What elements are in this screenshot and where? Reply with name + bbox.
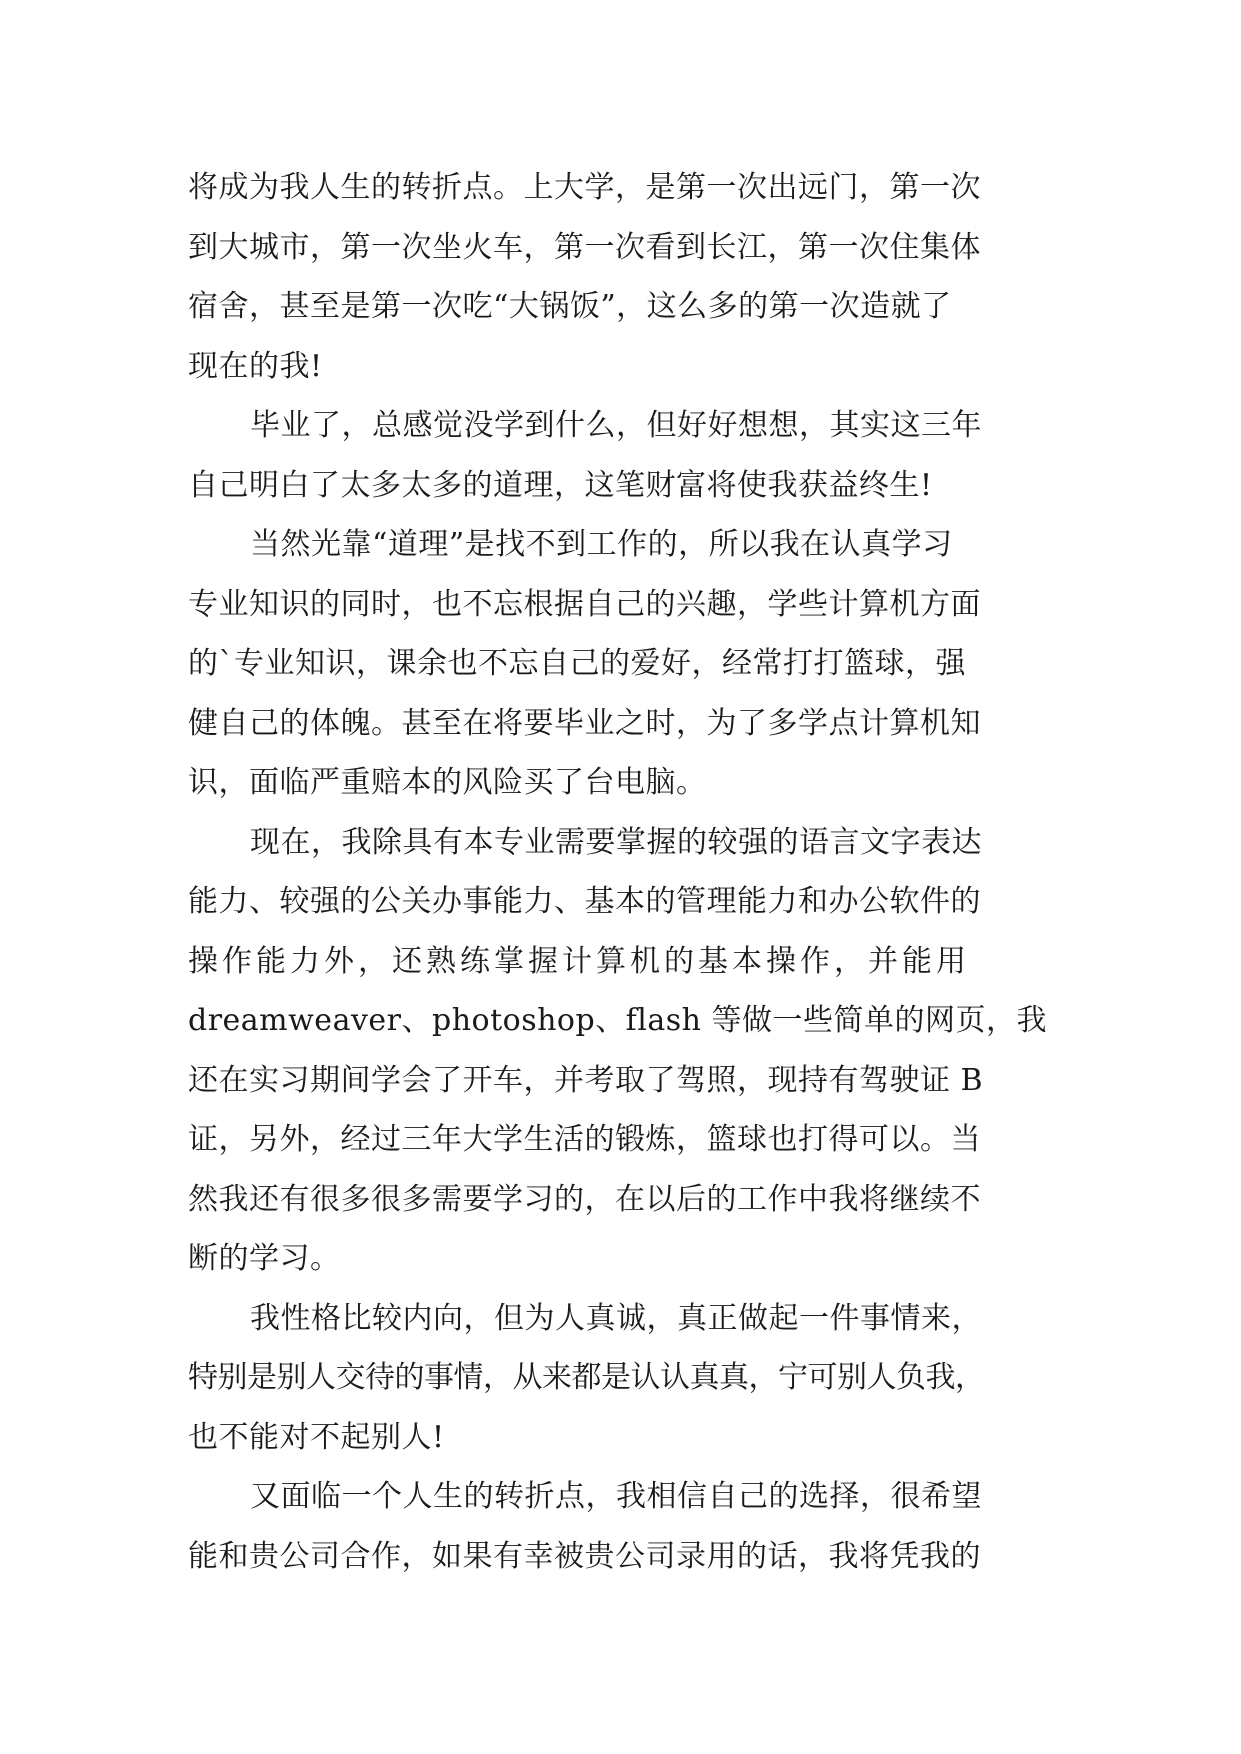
paragraph-turning-point (188, 158, 1048, 396)
text-line: 断的学习。 (188, 1241, 341, 1276)
text-line: 到大城市，第一次坐火车，第一次看到长江，第一次住集体 (188, 229, 981, 265)
text-line: 能和贵公司合作，如果有幸被贵公司录用的话，我将凭我的 (188, 1538, 981, 1574)
paragraph-personality (188, 1289, 1048, 1468)
paragraph-skills (188, 813, 1048, 1289)
text-line: 的`专业知识，课余也不忘自己的爱好，经常打打篮球，强 (188, 646, 966, 681)
text-line: 现在的我! (188, 348, 323, 384)
text-line: 自己明白了太多太多的道理，这笔财富将使我获益终生! (188, 467, 933, 503)
text-line: 当然光靠“道理”是找不到工作的，所以我在认真学习 (250, 527, 953, 562)
text-line: 操作能力外，还熟练掌握计算机的基本操作，并能用 (188, 943, 970, 979)
paragraph-closing (188, 1467, 1048, 1586)
text-line: 健自己的体魄。甚至在将要毕业之时，为了多学点计算机知 (188, 705, 981, 741)
text-line: 毕业了，总感觉没学到什么，但好好想想，其实这三年 (250, 408, 982, 443)
text-line: 现在，我除具有本专业需要掌握的较强的语言文字表达 (250, 824, 982, 860)
text-line: 然我还有很多很多需要学习的，在以后的工作中我将继续不 (188, 1181, 981, 1217)
text-line: 识，面临严重赔本的风险买了台电脑。 (188, 765, 707, 800)
document-body (188, 158, 1048, 1586)
text-line: 我性格比较内向，但为人真诚，真正做起一件事情来， (250, 1300, 982, 1336)
paragraph-graduation (188, 396, 1048, 515)
text-line: 证，另外，经过三年大学生活的锻炼，篮球也打得可以。当 (188, 1122, 981, 1157)
paragraph-study (188, 515, 1048, 813)
text-line: 又面临一个人生的转折点，我相信自己的选择，很希望 (250, 1479, 982, 1514)
text-line: 还在实习期间学会了开车，并考取了驾照，现持有驾驶证 B (188, 1062, 984, 1098)
text-line: 也不能对不起别人! (188, 1419, 445, 1455)
text-line: dreamweaver、photoshop、flash 等做一些简单的网页，我 (188, 1003, 1048, 1038)
text-line: 专业知识的同时，也不忘根据自己的兴趣，学些计算机方面 (188, 586, 981, 622)
text-line: 特别是别人交待的事情，从来都是认认真真，宁可别人负我， (188, 1360, 985, 1395)
text-line: 将成为我人生的转折点。上大学，是第一次出远门，第一次 (188, 170, 981, 205)
text-line: 能力、较强的公关办事能力、基本的管理能力和办公软件的 (188, 884, 981, 919)
text-line: 宿舍，甚至是第一次吃“大锅饭”，这么多的第一次造就了 (188, 289, 952, 324)
